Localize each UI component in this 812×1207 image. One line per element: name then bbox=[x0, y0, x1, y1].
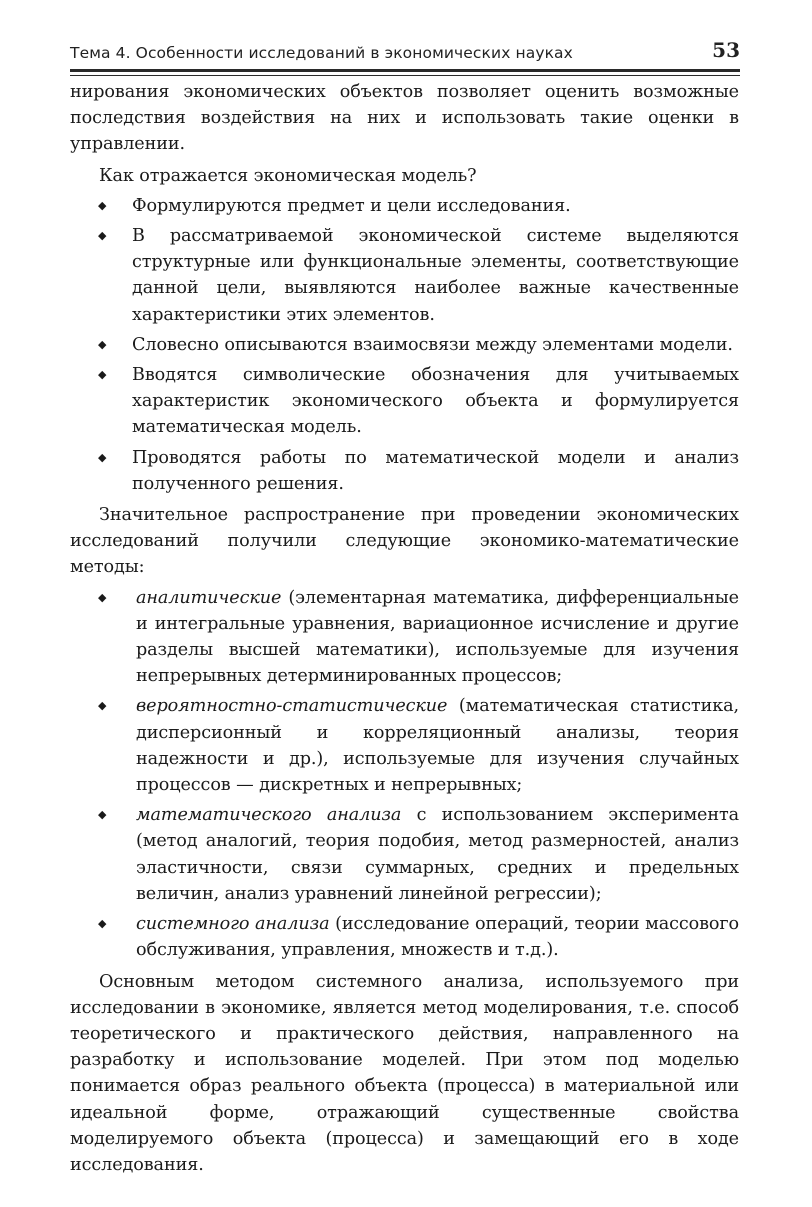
steps-list bbox=[70, 193, 739, 497]
list-item bbox=[70, 223, 739, 328]
method-text: (математическая статистика, дисперсионный и корреляционный анализы, теория надежности и др.), используемые для изучения случайных процессов — дискретных и непрерывных; bbox=[136, 696, 739, 796]
diamond-bullet-icon: ◆ bbox=[98, 917, 107, 931]
header-rule-thin bbox=[70, 75, 740, 76]
method-term: системного анализа bbox=[136, 914, 330, 935]
method-term: аналитические bbox=[136, 587, 282, 608]
running-header bbox=[70, 36, 740, 68]
diamond-bullet-icon: ◆ bbox=[98, 198, 107, 212]
diamond-bullet-icon: ◆ bbox=[98, 368, 107, 382]
step-text: Формулируются предмет и цели исследования. bbox=[132, 195, 571, 216]
method-text: с использованием эксперимента (метод аналогий, теория подобия, метод размерностей, анализ эластичности, связи суммарных, средних и предельных величин, анализ уравнений линейной регрессии); bbox=[136, 805, 739, 904]
list-item bbox=[70, 362, 739, 441]
intro-continuation: нирования экономических объектов позволяет оценить возможные последствия воздействия на них и использовать такие оценки в управлении. bbox=[70, 82, 739, 155]
diamond-bullet-icon: ◆ bbox=[98, 808, 107, 822]
method-text: (элементарная математика, дифференциальные и интегральные уравнения, вариационное исчисление и другие разделы высшей математики), используемые для изучения непрерывных детерминированных процессов; bbox=[136, 587, 739, 687]
diamond-bullet-icon: ◆ bbox=[98, 229, 107, 243]
method-term: математического анализа bbox=[136, 805, 402, 826]
list-item bbox=[70, 802, 739, 907]
conclusion-paragraph: Основным методом системного анализа, используемого при исследовании в экономике, является метод моделирования, т.е. способ теоретического и практического действия, направленного на разработку и использование моделей. При этом под моделью понимается образ реального объекта (процесса) в материальной или идеальной форме, отражающий существенные свойства моделируемого объекта (процесса) и замещающий его в ходе исследования. bbox=[70, 971, 739, 1175]
diamond-bullet-icon: ◆ bbox=[98, 699, 107, 713]
method-term: вероятностно-статистические bbox=[136, 696, 448, 717]
list-item bbox=[70, 332, 739, 358]
intro-question: Как отражается экономическая модель? bbox=[99, 165, 477, 186]
method-text: (исследование операций, теории массового обслуживания, управления, множеств и т.д.). bbox=[136, 914, 739, 961]
diamond-bullet-icon: ◆ bbox=[98, 590, 107, 604]
list-item bbox=[70, 911, 739, 963]
page-number: 53 bbox=[712, 38, 740, 62]
step-text: В рассматриваемой экономической системе выделяются структурные или функциональные элементы, соответствующие данной цели, выявляются наиболее важные качественные характеристики этих элементов. bbox=[132, 226, 739, 325]
list-item bbox=[70, 445, 739, 497]
methods-list bbox=[70, 585, 739, 964]
step-text: Вводятся символические обозначения для учитываемых характеристик экономического объекта и формулируется математическая модель. bbox=[132, 365, 739, 438]
diamond-bullet-icon: ◆ bbox=[98, 450, 107, 464]
list-item bbox=[70, 693, 739, 798]
step-text: Словесно описываются взаимосвязи между элементами модели. bbox=[132, 334, 733, 355]
header-rule-thick bbox=[70, 69, 740, 72]
list-item bbox=[70, 585, 739, 690]
header-title: Тема 4. Особенности исследований в экономических науках bbox=[70, 44, 573, 62]
list-item bbox=[70, 193, 739, 219]
diamond-bullet-icon: ◆ bbox=[98, 337, 107, 351]
page-body bbox=[70, 79, 739, 1178]
methods-intro: Значительное распространение при проведении экономических исследований получили следующие экономико-математические методы: bbox=[70, 505, 739, 578]
step-text: Проводятся работы по математической модели и анализ полученного решения. bbox=[132, 447, 739, 494]
